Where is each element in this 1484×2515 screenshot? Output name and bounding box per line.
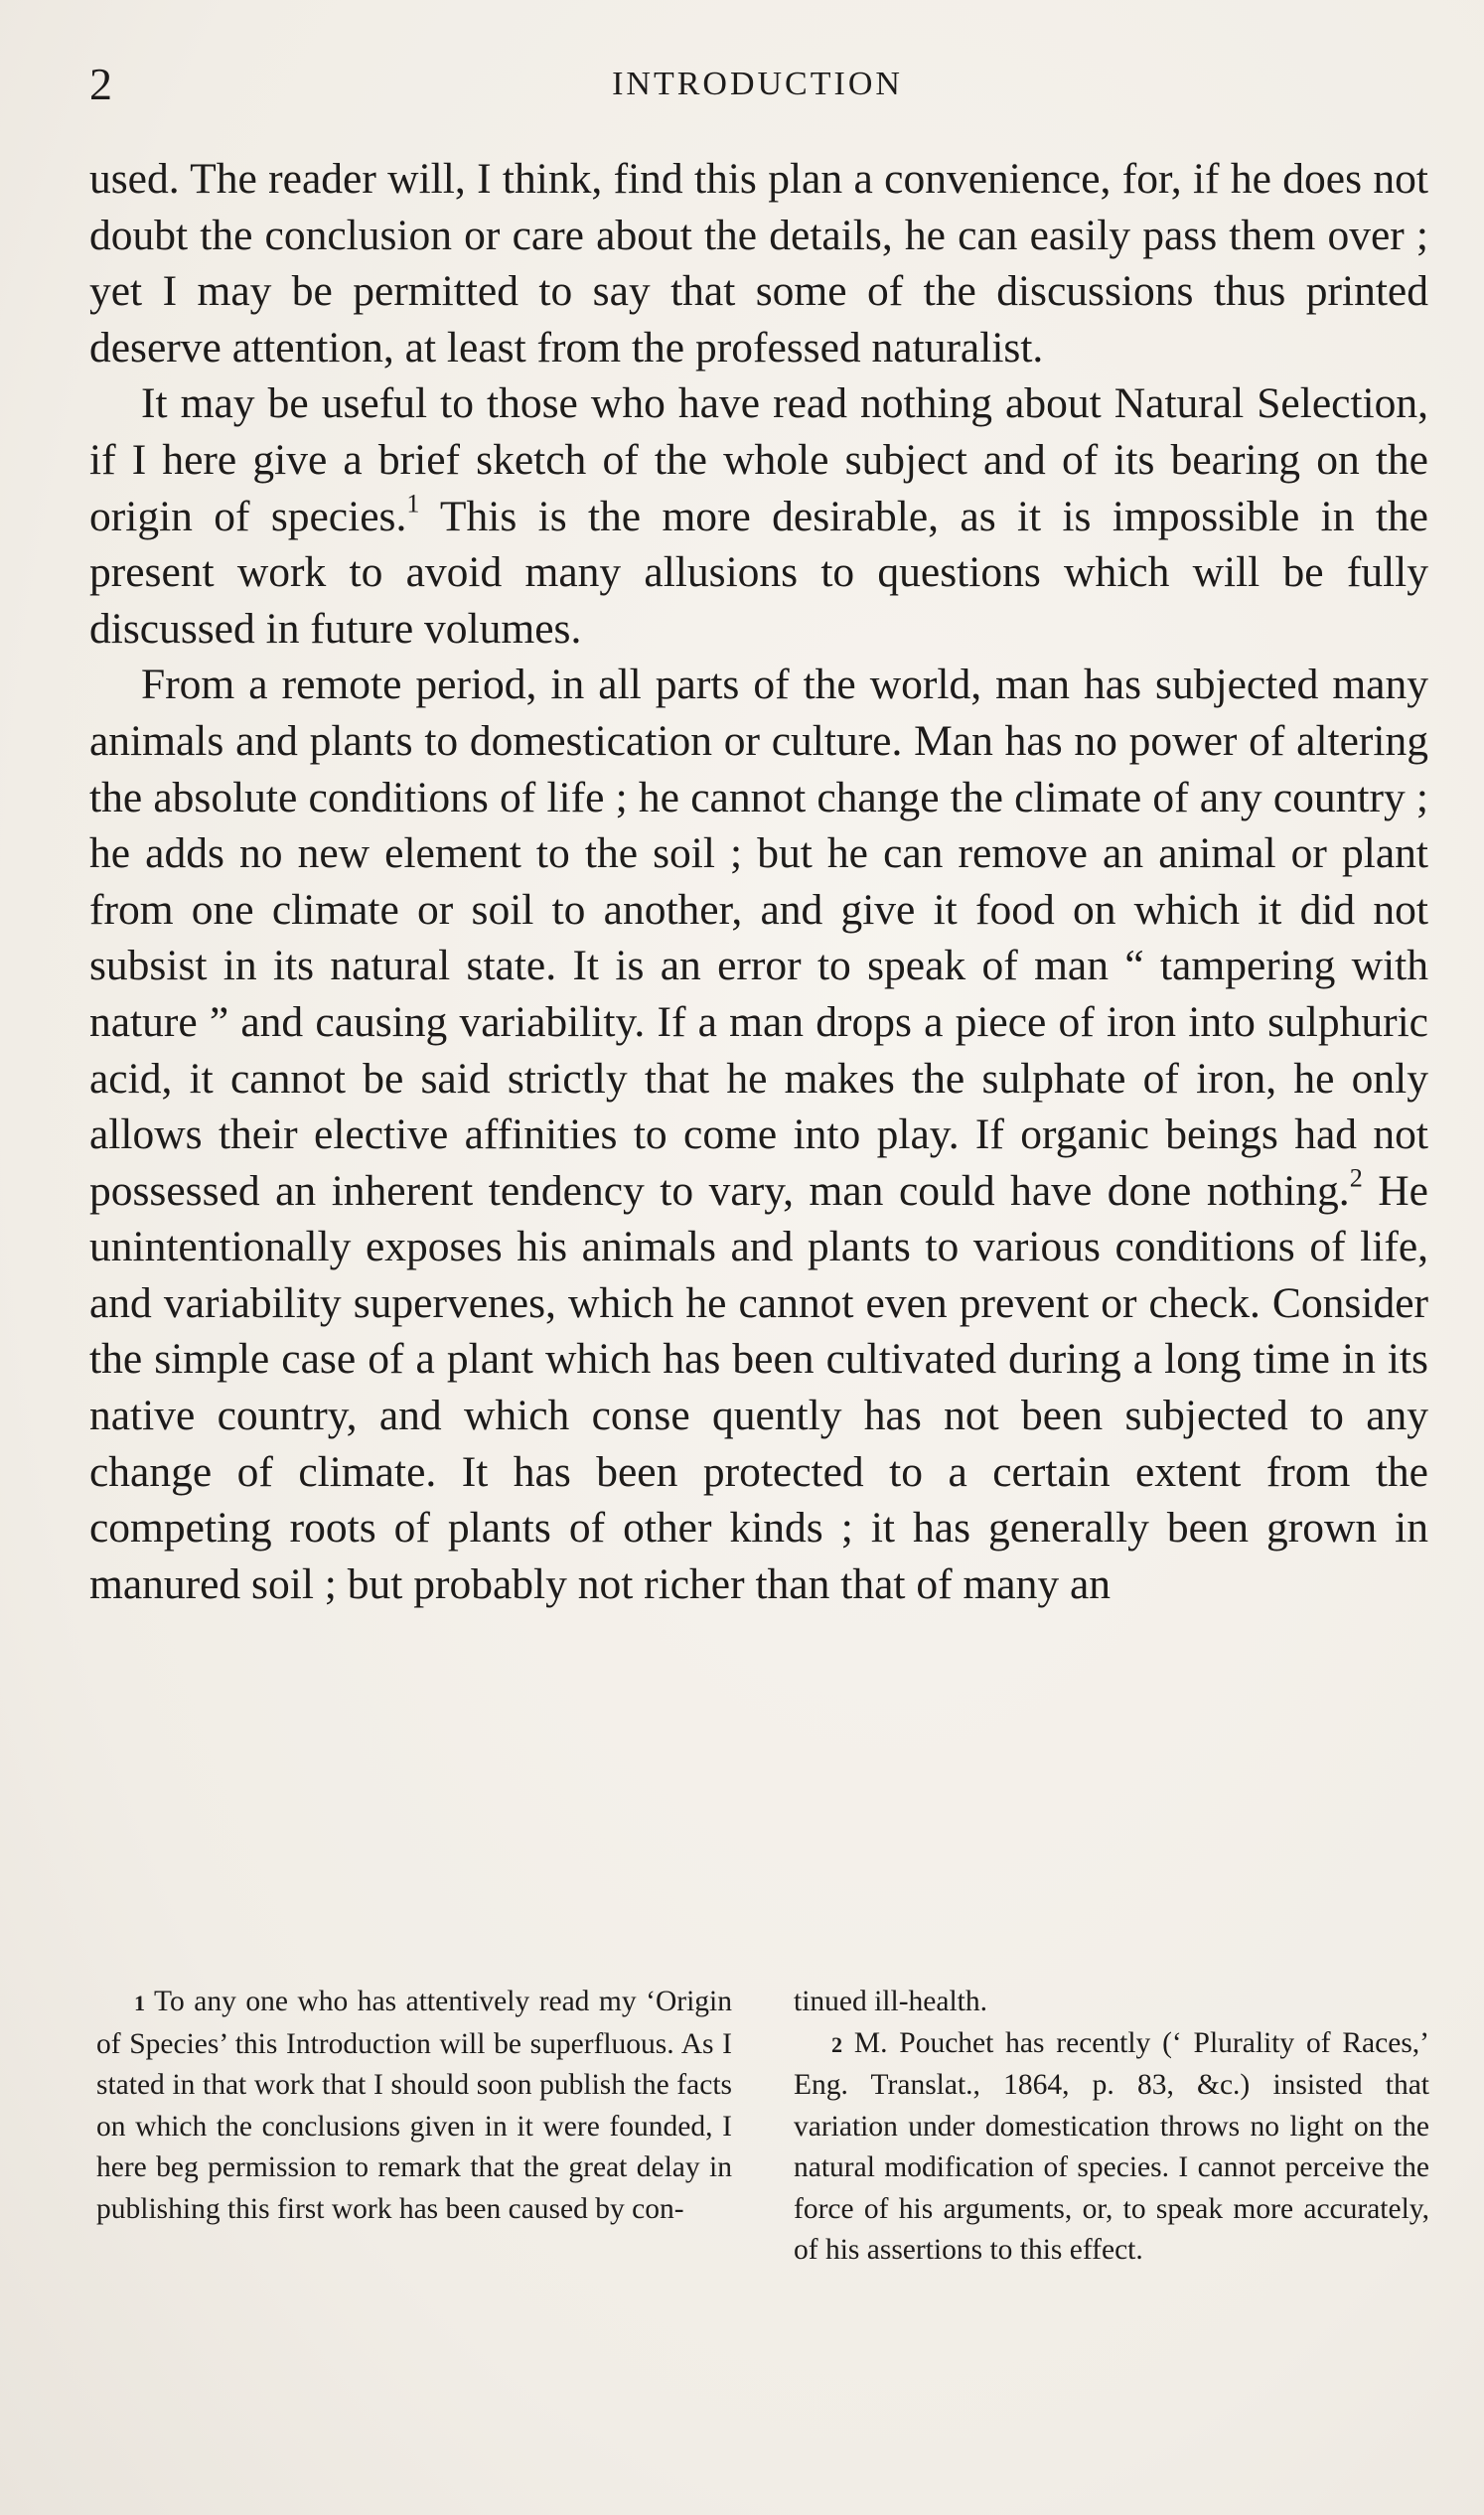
footnote-column-left	[96, 1982, 732, 2272]
paragraph-text: He unintentionally exposes his animals and plants to various conditions of life, and variability supervenes, which he cannot even prevent or check. Consider the simple case of a plant which has been cultivated during a long time in its native country, and which conse quently has not been subjected to any change of climate. It has been protected to a certain extent from the competing roots of plants of other kinds ; it has generally been grown in manured soil ; but probably not richer than that of many an	[89, 1166, 1428, 1608]
running-head: INTRODUCTION	[612, 66, 903, 102]
footnote-marker: 2	[831, 2031, 843, 2057]
paragraph-text: This is the more desirable, as it is impossible in the present work to avoid many allusions to questions which will be fully discussed in future volumes.	[89, 492, 1428, 653]
paragraph-text: From a remote period, in all parts of the world, man has subjected many animals and plants to domestication or culture. Man has no power of altering the absolute conditions of life ; he cannot change the climate of any country ; he adds no new element to the soil ; but he can remove an animal or plant from one climate or soil to another, and give it food on which it did not subsist in its natural state. It is an error to speak of man “ tampering with nature ” and causing variability. If a man drops a piece of iron into sulphuric acid, it cannot be said strictly that he makes the sulphate of iron, he only allows their elective affinities to come into play. If organic beings had not possessed an inherent tendency to vary, man could have done nothing.	[89, 661, 1428, 1215]
paragraph	[89, 657, 1428, 1612]
footnote-1-continuation	[794, 1982, 1429, 2023]
main-text	[89, 151, 1428, 1612]
paragraph-text: used. The reader will, I think, find this plan a convenience, for, if he does not doubt the conclusion or care about the details, he can easily pass them over ; yet I may be permitted to say that some of the discussions thus printed deserve attention, at least from the professed naturalist.	[89, 155, 1428, 371]
footnote-reference: 1	[406, 489, 420, 518]
footnotes	[96, 1982, 1429, 2272]
paragraph-continuation	[89, 151, 1428, 375]
footnote-2	[794, 2023, 1429, 2272]
paragraph-text: It may be useful to those who have read nothing about Natural Selection, if I here give a brief sketch of the whole subject and of its bearing on the origin of species.	[89, 379, 1428, 540]
footnote-1	[96, 1982, 732, 2230]
footnote-reference: 2	[1349, 1163, 1363, 1193]
paragraph	[89, 375, 1428, 657]
footnote-text: tinued ill-health.	[794, 1986, 987, 2017]
page-header	[89, 55, 1425, 114]
page-number: 2	[89, 59, 112, 109]
footnote-text: To any one who has attentively read my ‘Origin of Species’ this Introduction will be superfluous. As I stated in that work that I should soon publish the facts on which the conclusions given in it were founded, I here beg permission to remark that the great delay in publishing this first work has been caused by con-	[96, 1986, 732, 2225]
footnote-marker: 1	[134, 1991, 146, 2015]
footnote-column-right	[794, 1982, 1429, 2272]
footnote-text: M. Pouchet has recently (‘ Plurality of Races,’ Eng. Translat., 1864, p. 83, &c.) insisted that variation under domestication throws no light on the natural modification of species. I cannot perceive the force of his arguments, or, to speak more accurately, of his assertions to this effect.	[794, 2026, 1429, 2266]
